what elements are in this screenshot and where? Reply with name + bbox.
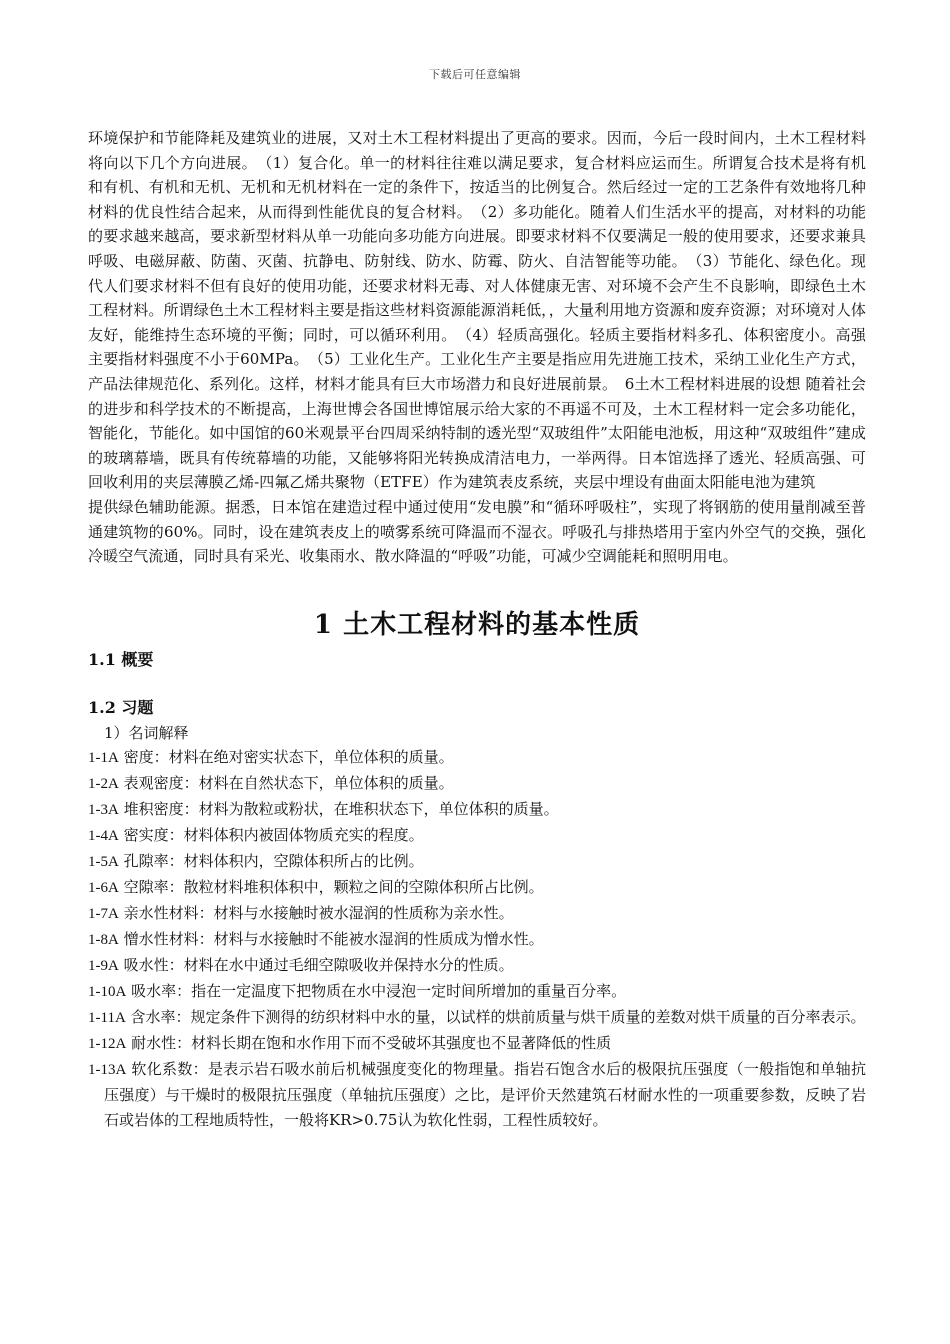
term-item	[88, 927, 866, 953]
term-id: 1-4A	[88, 827, 119, 844]
term-id: 1-2A	[88, 775, 119, 792]
term-item	[88, 797, 866, 823]
term-definition: 孔隙率：材料体积内，空隙体积所占的比例。	[118, 851, 424, 870]
intro-paragraph: 环境保护和节能降耗及建筑业的进展，又对土木工程材料提出了更高的要求。因而，今后一段时间内，土木工程材料将向以下几个方向进展。 （1）复合化。单一的材料往往难以满足要求，复合材料应运而生。所谓复合技术是将有机和有机、有机和无机、无机和无机材料在一定的条件下，按适当的比例复合。然后经过一定的工艺条件有效地将几种材料的优良性结合起来，从而得到性能优良的复合材料。 （2）多功能化。随着人们生活水平的提高，对材料的功能的要求越来越高，要求新型材料从单一功能向多功能方向进展。即要求材料不仅要满足一般的使用要求，还要求兼具呼吸、电磁屏蔽、防菌、灭菌、抗静电、防射线、防水、防霉、防火、自洁智能等功能。 （3）节能化、绿色化。现代人们要求材料不但有良好的使用功能，还要求材料无毒、对人体健康无害、对环境不会产生不良影响，即绿色土木工程材料。所谓绿色土木工程材料主要是指这些材料资源能源消耗低，，大量利用地方资源和废弃资源；对环境对人体友好，能维持生态环境的平衡；同时，可以循环利用。 （4）轻质高强化。轻质主要指材料多孔、体积密度小。高强主要指材料强度不小于60MPa。 （5）工业化生产。工业化生产主要是指应用先进施工技术，采纳工业化生产方式，产品法律规范化、系列化。这样，材料才能具有巨大市场潜力和良好进展前景。 6土木工程材料进展的设想 随着社会的进步和科学技术的不断提高，上海世博会各国世博馆展示给大家的不再遥不可及，土木工程材料一定会多功能化，智能化，节能化。如中国馆的60米观景平台四周采纳特制的透光型“双玻组件”太阳能电池板，用这种“双玻组件”建成的玻璃幕墙，既具有传统幕墙的功能，又能够将阳光转换成清洁电力，一举两得。日本馆选择了透光、轻质高强、可回收利用的夹层薄膜乙烯-四氟乙烯共聚物（ETFE）作为建筑表皮系统，夹层中埋设有曲面太阳能电池为建筑	[88, 129, 866, 492]
term-id: 1-13A	[88, 1061, 127, 1078]
term-definition: 堆积密度：材料为散粒或粉状，在堆积状态下，单位体积的质量。	[118, 799, 559, 818]
term-definition: 含水率：规定条件下测得的纺织材料中水的量，以试样的烘前质量与烘干质量的差数对烘干质量的百分率表示。	[125, 1007, 866, 1026]
term-id: 1-1A	[88, 749, 119, 766]
intro-paragraph-continued: 提供绿色辅助能源。据悉，日本馆在建造过程中通过使用“发电膜”和“循环呼吸柱”，实现了将钢筋的使用量削减至普通建筑物的60%。同时，设在建筑表皮上的喷雾系统可降温而不湿衣。呼吸孔与排热塔用于室内外空气的交换，强化冷暖空气流通，同时具有采光、收集雨水、散水降温的“呼吸”功能，可减少空调能耗和照明用电。	[88, 497, 866, 566]
term-item	[88, 1031, 866, 1057]
term-item	[88, 771, 866, 797]
term-id: 1-11A	[88, 1009, 126, 1026]
term-definition: 密实度：材料体积内被固体物质充实的程度。	[118, 825, 424, 844]
term-id: 1-3A	[88, 801, 119, 818]
chapter-title: 1 土木工程材料的基本性质	[313, 609, 641, 640]
term-definition: 吸水性：材料在水中通过毛细空隙吸收并保持水分的性质。	[118, 955, 514, 974]
term-definition: 亲水性材料：材料与水接触时被水湿润的性质称为亲水性。	[118, 903, 514, 922]
term-item	[88, 901, 866, 927]
term-id: 1-6A	[88, 879, 119, 896]
term-item	[88, 1057, 866, 1133]
document-content	[88, 126, 866, 1133]
term-definition: 憎水性材料：材料与水接触时不能被水湿润的性质成为憎水性。	[118, 929, 544, 948]
page-header-note: 下载后可任意编辑	[429, 68, 521, 81]
term-definition-list	[88, 745, 866, 1133]
term-definition: 吸水率：指在一定温度下把物质在水中浸泡一定时间所增加的重量百分率。	[126, 981, 627, 1000]
term-item	[88, 745, 866, 771]
term-definition: 空隙率：散粒材料堆积体积中，颗粒之间的空隙体积所占比例。	[118, 877, 544, 896]
term-definition: 耐水性：材料长期在饱和水作用下而不受破坏其强度也不显著降低的性质	[126, 1033, 612, 1052]
subheading-term-definitions: 1）名词解释	[104, 723, 189, 742]
section-heading-exercises: 1.2 习题	[88, 697, 154, 717]
term-id: 1-5A	[88, 853, 119, 870]
term-item	[88, 849, 866, 875]
term-id: 1-12A	[88, 1035, 127, 1052]
term-item	[88, 823, 866, 849]
term-item	[88, 1005, 866, 1031]
term-item	[88, 875, 866, 901]
term-definition: 软化系数：是表示岩石吸水前后机械强度变化的物理量。指岩石饱含水后的极限抗压强度（一般指饱和单轴抗压强度）与干燥时的极限抗压强度（单轴抗压强度）之比，是评价天然建筑石材耐水性的一项重要参数，反映了岩石或岩体的工程地质特性，一般将KR>0.75认为软化性弱，工程性质较好。	[104, 1059, 866, 1129]
term-definition: 表观密度：材料在自然状态下，单位体积的质量。	[118, 773, 454, 792]
term-id: 1-10A	[88, 983, 127, 1000]
section-heading-overview: 1.1 概要	[88, 649, 154, 669]
term-definition: 密度：材料在绝对密实状态下，单位体积的质量。	[118, 747, 454, 766]
term-item	[88, 953, 866, 979]
term-id: 1-8A	[88, 931, 119, 948]
term-item	[88, 979, 866, 1005]
term-id: 1-7A	[88, 905, 119, 922]
term-id: 1-9A	[88, 957, 119, 974]
